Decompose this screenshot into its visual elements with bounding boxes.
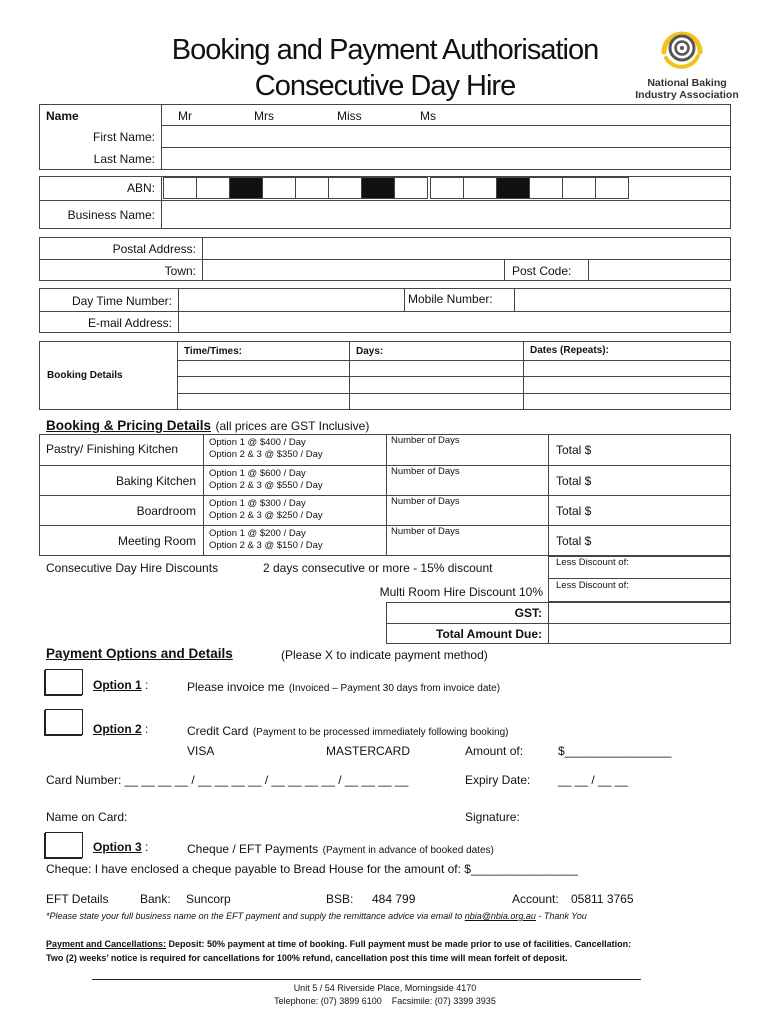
pricing-heading: Booking & Pricing Details [46,418,212,433]
option2-checkbox[interactable] [45,709,83,735]
abn-digit-box[interactable] [562,177,596,199]
eft-note-thanks: - Thank You [535,911,587,921]
time-column-header: Time/Times: [184,346,242,357]
title-mr-option[interactable]: Mr [178,109,192,123]
bank-label: Bank: [140,892,171,906]
abn-separator [361,177,395,199]
option3-text: Cheque / EFT Payments [187,842,319,856]
less-discount-label: Less Discount of: [556,580,629,591]
abn-digit-box[interactable] [463,177,497,199]
abn-label: ABN: [126,181,155,195]
total-label: Total $ [556,443,592,457]
option1-checkbox[interactable] [45,669,83,695]
option3-note: (Payment in advance of booked dates) [322,845,494,856]
days-column-header: Days: [356,346,384,357]
footer-telephone: Telephone: (07) 3899 6100 [274,996,382,1006]
option1-text: Please invoice me [187,680,285,694]
room-pastry-option2: Option 2 & 3 @ $350 / Day [209,449,323,460]
association-logo [622,22,752,102]
total-amount-due-label: Total Amount Due: [436,627,542,641]
last-name-label: Last Name: [93,152,155,166]
post-code-field[interactable] [590,261,729,280]
number-of-days-label: Number of Days [391,466,460,477]
signature-label: Signature: [465,810,520,824]
town-field[interactable] [204,261,502,280]
eft-email-link[interactable]: nbia@nbia.org.au [464,911,536,921]
day-time-number-field[interactable] [180,290,402,310]
room-baking-option1: Option 1 @ $600 / Day [209,468,306,479]
payment-heading: Payment Options and Details [46,646,233,661]
page-subtitle: Consecutive Day Hire [254,70,516,102]
abn-digit-box[interactable] [529,177,563,199]
room-meeting-label: Meeting Room [117,534,196,548]
account-value: 05811 3765 [571,892,634,906]
logo-text-line1: National Baking [647,77,727,89]
pricing-heading-row [46,417,369,435]
eft-note [46,911,587,921]
mobile-number-field[interactable] [516,290,729,310]
abn-digit-box[interactable] [394,177,428,199]
amount-label: Amount of: [465,744,524,758]
room-boardroom-label: Boardroom [136,504,196,518]
number-of-days-label: Number of Days [391,526,460,537]
town-label: Town: [164,264,196,278]
time-entry-field[interactable] [179,362,347,408]
total-label: Total $ [556,534,592,548]
abn-digit-box[interactable] [163,177,197,199]
email-address-field[interactable] [180,313,729,332]
total-amount-due-field[interactable] [550,625,729,643]
room-pastry-option1: Option 1 @ $400 / Day [209,437,306,448]
room-boardroom-option1: Option 1 @ $300 / Day [209,498,306,509]
amount-field[interactable]: $________________ [558,744,672,758]
last-name-field[interactable] [163,149,729,168]
footer-divider [92,979,641,980]
mobile-number-label: Mobile Number: [408,292,493,306]
room-meeting-option2: Option 2 & 3 @ $150 / Day [209,540,323,551]
cheque-text: Cheque: I have enclosed a cheque payable to Bread House for the amount of: $________________ [46,862,578,876]
abn-separator [229,177,263,199]
account-label: Account: [512,892,559,906]
first-name-label: First Name: [92,130,155,144]
logo-text-line2: Industry Association [635,89,739,101]
abn-digit-box[interactable] [595,177,629,199]
room-meeting-option1: Option 1 @ $200 / Day [209,528,306,539]
abn-digit-box[interactable] [295,177,329,199]
email-address-label: E-mail Address: [87,316,172,330]
name-label: Name [46,109,79,123]
room-boardroom-option2: Option 2 & 3 @ $250 / Day [209,510,323,521]
consecutive-discount-label: Consecutive Day Hire Discounts [46,561,219,575]
card-number-field[interactable]: Card Number: __ __ __ __ / __ __ __ __ / __ __ __ __ / __ __ __ __ [46,773,409,787]
option3-label: Option 3 [93,840,142,854]
footer-facsimile: Facsimile: (07) 3399 3935 [391,996,496,1006]
first-name-field[interactable] [163,127,729,146]
mastercard-option[interactable]: MASTERCARD [326,744,411,758]
title-mrs-option[interactable]: Mrs [254,109,274,123]
business-name-field[interactable] [163,202,729,227]
multi-room-discount-label: Multi Room Hire Discount 10% [379,585,543,599]
expiry-date-label: Expiry Date: [465,773,531,787]
option1-note: (Invoiced – Payment 30 days from invoice date) [288,683,501,694]
gst-label: GST: [514,606,542,620]
room-pastry-label: Pastry/ Finishing Kitchen [46,442,179,456]
option3-checkbox[interactable] [45,832,83,858]
less-discount-label: Less Discount of: [556,557,629,568]
day-time-number-label: Day Time Number: [71,294,172,308]
terms-text1: Deposit: 50% payment at time of booking. Full payment must be made prior to use of facilities. Cancellation: [166,939,632,949]
total-label: Total $ [556,474,592,488]
title-ms-option[interactable]: Ms [420,109,436,123]
option2-label: Option 2 [93,722,142,736]
terms-text2: Two (2) weeks’ notice is required for cancellations for 100% refund, cancellation post this time will mean forfeit of deposit. [46,953,568,963]
room-baking-option2: Option 2 & 3 @ $550 / Day [209,480,323,491]
number-of-days-label: Number of Days [391,496,460,507]
spiral-logo-icon [650,22,712,76]
bsb-value: 484 799 [372,892,416,906]
title-miss-option[interactable]: Miss [337,109,362,123]
days-entry-field[interactable] [351,362,521,408]
expiry-date-field[interactable]: __ __ / __ __ [558,773,629,787]
footer-contact [0,996,770,1006]
abn-separator [496,177,530,199]
terms-heading: Payment and Cancellations: [46,939,167,949]
option2-note: (Payment to be processed immediately following booking) [252,727,509,738]
booking-details-label: Booking Details [47,370,123,381]
abn-digit-box[interactable] [262,177,296,199]
payment-instruction: (Please X to indicate payment method) [281,648,488,662]
dates-entry-field[interactable] [525,362,729,408]
bank-name: Suncorp [186,892,231,906]
abn-digit-box[interactable] [328,177,362,199]
dates-column-header: Dates (Repeats): [530,345,609,356]
total-label: Total $ [556,504,592,518]
postal-address-field[interactable] [204,239,729,258]
business-name-label: Business Name: [67,208,155,222]
terms-line1 [46,939,631,949]
consecutive-discount-detail: 2 days consecutive or more - 15% discount [263,561,493,575]
page-title: Booking and Payment Authorisation [171,34,599,66]
gst-field[interactable] [550,604,729,622]
number-of-days-label: Number of Days [391,435,460,446]
bsb-label: BSB: [326,892,354,906]
name-on-card-label: Name on Card: [46,810,128,824]
eft-note-text: *Please state your full business name on the EFT payment and supply the remittance advice via email to [46,911,465,921]
eft-details-label: EFT Details [46,892,109,906]
option1-label: Option 1 [93,678,142,692]
postal-address-label: Postal Address: [112,242,196,256]
abn-digit-box[interactable] [430,177,464,199]
room-baking-label: Baking Kitchen [115,474,196,488]
option2-text: Credit Card [187,724,249,738]
pricing-note: (all prices are GST Inclusive) [215,419,370,433]
footer-address: Unit 5 / 54 Riverside Place, Morningside 4170 [293,983,477,993]
abn-digit-box[interactable] [196,177,230,199]
post-code-label: Post Code: [512,264,572,278]
visa-option[interactable]: VISA [187,744,215,758]
